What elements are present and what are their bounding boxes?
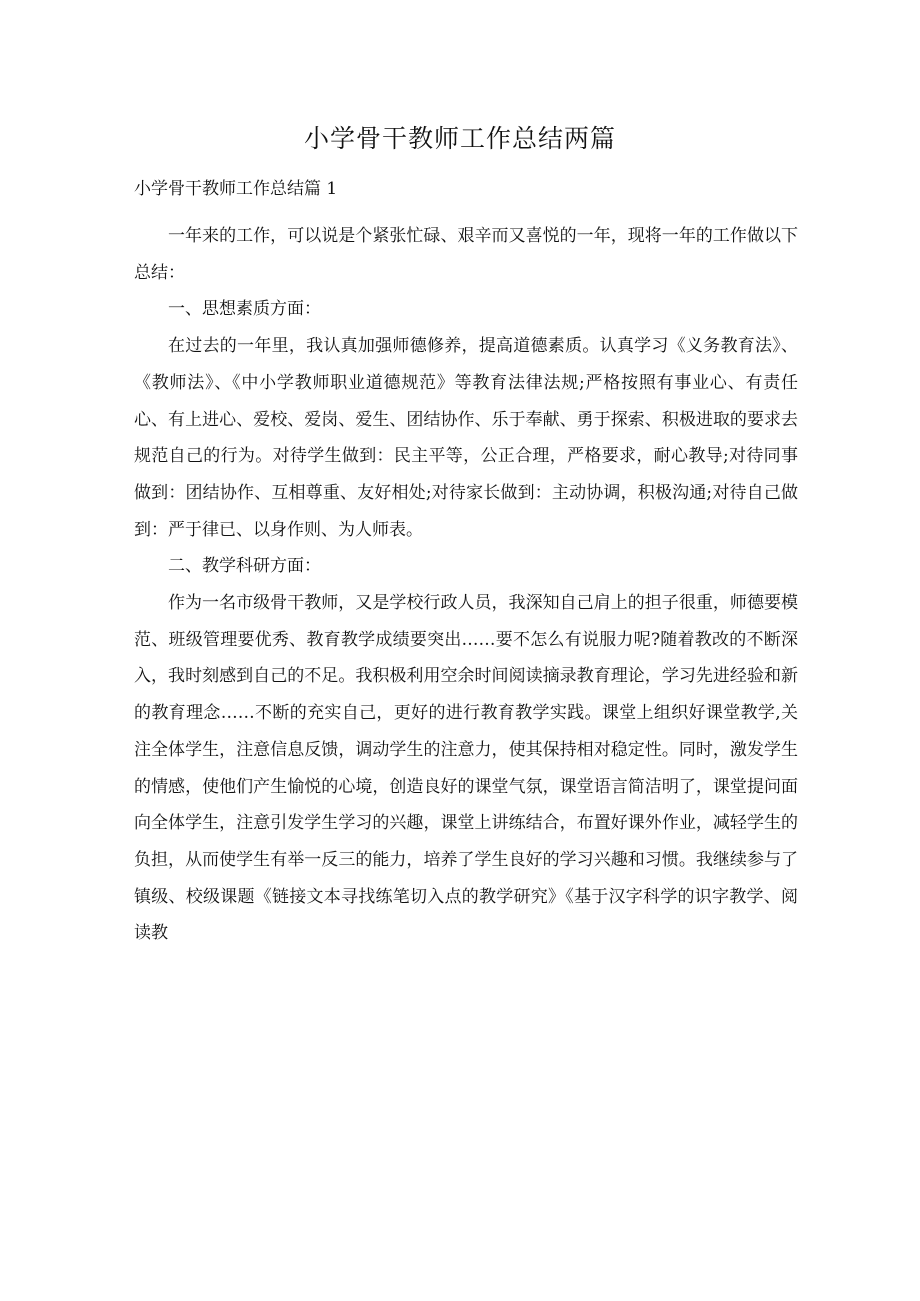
body-paragraph: 二、教学科研方面：: [168, 556, 321, 577]
body-paragraph: 一年来的工作，可以说是个紧张忙碌、艰辛而又喜悦的一年，现将一年的工作做以下总结：: [134, 226, 798, 283]
body-paragraph: 在过去的一年里，我认真加强师德修养，提高道德素质。认真学习《义务教育法》、《教师法》、《中小学教师职业道德规范》等教育法律法规;严格按照有事业心、有责任心、有上进心、爱校、爱岗、爱生、团结协作、乐于奉献、勇于探索、积极进取的要求去规范自己的行为。对待学生做到：民主平等，公正合理，严格要求，耐心教导;对待同事做到：团结协作、互相尊重、友好相处;对待家长做到：主动协调，积极沟通;对待自己做到：严于律已、以身作则、为人师表。: [134, 336, 798, 540]
body-paragraph: 作为一名市级骨干教师，又是学校行政人员，我深知自己肩上的担子很重，师德要模范、班级管理要优秀、教育教学成绩要突出……要不怎么有说服力呢?随着教改的不断深入，我时刻感到自己的不足。我积极利用空余时间阅读摘录教育理论，学习先进经验和新的教育理念……不断的充实自己，更好的进行教育教学实践。课堂上组织好课堂教学,关注全体学生，注意信息反馈，调动学生的注意力，使其保持相对稳定性。同时，激发学生的情感，使他们产生愉悦的心境，创造良好的课堂气氛，课堂语言简洁明了，课堂提问面向全体学生，注意引发学生学习的兴趣，课堂上讲练结合，布置好课外作业，减轻学生的负担，从而使学生有举一反三的能力，培养了学生良好的学习兴趣和习惯。我继续参与了镇级、校级课题《链接文本寻找练笔切入点的教学研究》《基于汉字科学的识字教学、阅读教: [134, 593, 798, 944]
document-body: [134, 218, 798, 952]
section-heading: 小学骨干教师工作总结篇 1: [134, 179, 338, 199]
body-paragraph: 一、思想素质方面：: [168, 299, 321, 320]
document-title: 小学骨干教师工作总结两篇: [303, 124, 616, 153]
